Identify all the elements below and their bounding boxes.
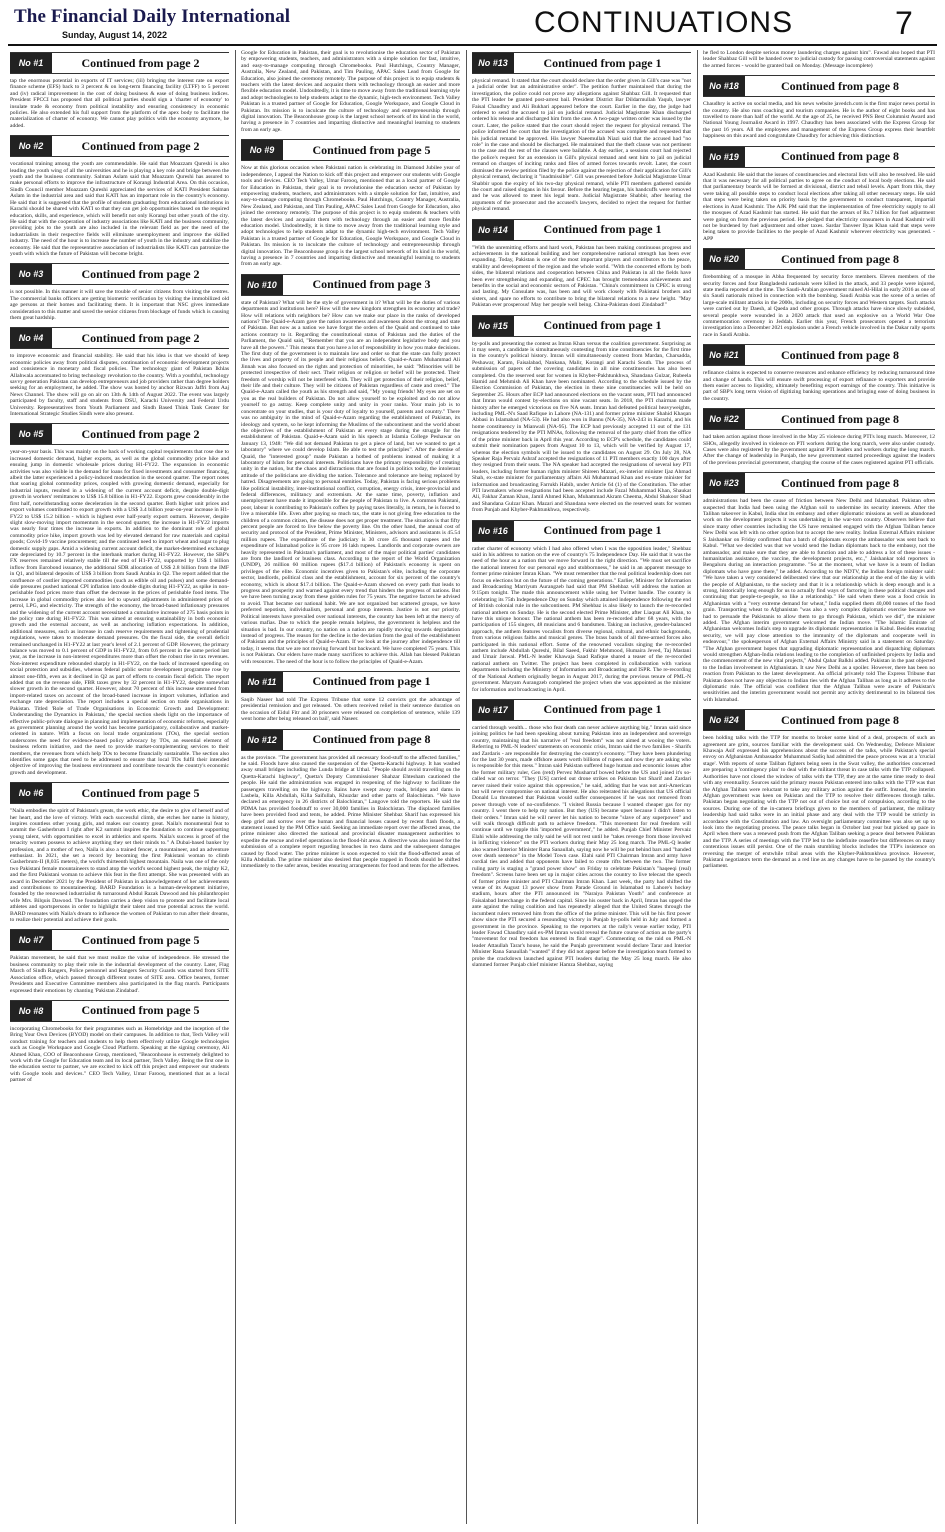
story-number-badge: No #2 <box>10 136 52 156</box>
continued-from-label: Continued from page 8 <box>780 347 900 362</box>
story-body-text: as the province. "The government has provided all necessary food-stuff to the affected families," he said. Floods have also caused the suspension of the Quetta-Karachi highway. It has washed away small bridges including the Lunda bridge at Uthal. "People should avoid travelling on the Quetta-Karachi highway", Quetta's Deputy Commissioner Shahzar Ehtesham cautioned the people. He said the administration was engaged in reopening of the highway to facilitate the passengers travelling on the highway. Rains have swept away roads, bridges and dams in Lasbela, Killa Abdullah, Killa Saifullah, Khuzdar and other parts of Balochistan. "We have declared an emergency in 26 districts of Balochistan," Langove told the reporters. He said the PDMA has provided foodstuff to over 30,000 families in Balochistan. The displaced families have been provided food and tents, he added. Prime Minister Shehbaz Sharif has expressed his deep grief and sorrow over the human and financial losses caused by recent flash floods, a statement issued by the PM Office said. Seeking an immediate report over the affected areas, the prime minister also directed the national and provincial disaster management authorities to expedite the rescue and relief operations in the flood-hit areas. A directive was also issued for the submission of a complete report regarding breaches in two dams and the subsequent damages caused by flood water. The prime minister is soon expected to visit the flood-affected areas of Killa Abdullah. The prime minister also desired that people trapped in floods should be shifted immediately to the safer areas, besides ensuring arrangements for food and tents for the affectees. <box>241 754 460 870</box>
story-header <box>10 782 229 804</box>
continued-from-label: Continued from page 8 <box>780 78 900 93</box>
story-body-text: had taken action against those involved in the May 25 violence during PTI's long march. Moreover, 12 SHOs, allegedly involved in violence on PTI workers during the long march, were also under custody. Cases were also registered by the government against PTI leaders and workers during the long march. After the change of leadership in Punjab, the new government started proceedings against the leaders of the previous provincial government, charging the course of the cases registered against PTI officials. <box>703 434 935 466</box>
column-divider <box>235 50 236 1524</box>
continuation-story <box>472 219 691 309</box>
continuation-story <box>241 139 460 268</box>
story-number-badge: No #8 <box>10 1001 52 1021</box>
story-number-badge: No #23 <box>703 473 745 493</box>
continued-from-label: Continued from page 8 <box>780 712 900 727</box>
story-body-text: year-on-year basis. This was mainly on the back of working capital requirements that rose due to increased domestic demand, higher exports, as well as the global commodity price hike and ensuing jump in domestic wholesale prices during H1-FY22. The expansion in economic activities was also visible in the demand for loans for fixed investments and consumer financing, albeit the latter experienced a policy-induced moderation in the second quarter. The report notes that soaring global commodity prices, coupled with growing domestic demand, especially for industrial inputs, resulted in a widening of the current account deficit, despite double-digit growth in workers' remittances to US$ 15.8 billion in H1-FY22. Exports grew considerably in the first half, notwithstanding some deceleration in the second quarter. Both higher unit prices and export volumes contributed to export growth with a US$ 3.4 billion year-on-year increase in H1-FY22 to US$ 15.2 billion - which is highest ever half-yearly export outturn. However, despite slight slow-moving import momentum in the second quarter, the increase in H1-FY22 imports was nearly four times the increase in exports. In addition to the dominant role of global commodity price hike, import growth was led by elevated demand for raw materials and capital goods; Covid-19 vaccine procurement; and the continued need to import wheat and sugar to plug domestic supply gaps. Amid a widening current account deficit, the market-determined exchange rate depreciated by 10.7 percent in the interbank market during H1-FY22. However, the SBP's FX reserves remained relatively stable till the end of H1-FY22, supported by US$ 1 billion inflow from Eurobond issuance, the additional SDR allocation of US$ 2.8 billion from the IMF in Q1, and bilateral deposits of US$ 3 billion from Saudi Arabia in Q2. The report added that the confluence of costlier imported commodities (such as edible oil and pulses) and some demand-side pressures pushed national CPI inflation into double digits during H1-FY22, as spike in non-perishable food prices more than offset the decrease in the prices of perishable food items. The increase in global commodity prices also led to upward adjustments in administered prices of petrol, LPG, and electricity. The strength of the economy, the broad-based inflationary pressures and the widening of the current account necessitated a cumulative increase of 275 basis points in the policy rate during H1-FY22. This was aimed at ensuring sustainability in both economic growth and the external account, as well as anchoring inflation expectations. In addition, additional measures, such as increase in cash reserve requirements and tightening of prudential regulations, were taken to moderate demand pressures. On the fiscal side, the overall deficit remained unchanged in H1-FY22 at last year's level of 2.1 percent of GDP. However, the primary balance was moved to 0.1 percent of GDP in H1-FY22, from 0.6 percent in the same period last year, as the increase in non-interest expenditures more than offset the robust rise in tax revenues. Non-interest expenditure rebounded sharply in H1-FY22, on the back of increased spending on social protection and subsidies, whereas federal public sector development programme rose by almost one-fifth, even as it declined in Q2 as part of efforts to contain fiscal deficit. The report added that on the revenue side, FBR taxes grew by 32 percent in H1-FY22, despite somewhat slower growth in the second quarter. However, about 70 percent of this increase stemmed from import-related taxes on account of the broad-based increase in import volumes, inflation and exchange rate depreciation. The report includes a special section on trade organisations in Pakistan. Titled 'Role of Trade Organisations in Economic Growth and Development: Understanding the Dynamics in Pakistan,' the special section sheds light on the importance of effective public-private dialogue in planning and implementation of economic reforms, especially as government planning around the world has become participatory, collaborative and market-oriented in nature. With a focus on local trade organizations (TOs), the special section underscores the need for evidence-based policy advocacy by TOs, an essential element of business reform initiative, and the need to provide market-complementing services to their members, the revenues from which help TOs to become financially sustainable. The section also identifies some gaps that need to be addressed to ensure that local TOs fulfil their intended objective of improving the business environment and contribute towards the country's economic growth and development. <box>10 449 229 776</box>
story-body-text: Now at this glorious occasion when Pakistani nation is celebrating its Diamond Jubilee year of independence, I appeal the Nation to kick off this project and empower our students with Google tools and devices. CEO Tech Valley, Umar Farooq, mentioned that as a local partner of Google for Education in Pakistan, their goal is to revolutionise the education sector of Pakistan by empowering students, teachers, and administrators with a simple solution for fast, intuitive, and easy-to-manage computing through Chromebooks. Paul Hutchings, Country Manager, Australia, New Zealand, and Pakistan, and Tim Pauling, APAC Sales Lead from Google for Education, also joined the ceremony remotely. The purpose of this project is to equip students & teachers with the latest devices and acquaint them with technology through an easier and more flexible education model. Undoubtedly, it is time to move away from the traditional learning style and adopt technologies to help students adapt to the dynamic high-tech environment. Tech Valley Pakistan is a trusted partner of Google for Education, Google Workspace, and Google Cloud in Pakistan. Its mission is to inculcate the culture of technology and entrepreneurship through digital innovation. The Beaconhouse group is the largest school network of its kind in the world, having a presence in 7 countries and imparting distinctive and meaningful learning to students from an early age. <box>241 165 460 268</box>
story-header <box>10 263 229 285</box>
story-number-badge: No #19 <box>703 147 745 167</box>
column-3 <box>472 50 691 1524</box>
continued-from-label: Continued from page 1 <box>312 674 431 689</box>
story-number-badge: No #18 <box>703 76 745 96</box>
continued-from-label: Continued from page 1 <box>543 702 662 717</box>
continued-from-label: Continued from page 1 <box>543 222 662 237</box>
story-body-text: Azad Kashmir. He said that the issues of constituencies and electoral lists will also be resolved. He said that it was necessary for all political parties to agree on the conduct of local body elections. He said that parliamentary boards will be formed at divisional, district and tehsil levels. Apart from this, they were taking all possible steps to conduct local elections after taking all other necessary steps. He said that steps were being taken on priority basis by the government to conduct transparent, impartial elections in Azad Kashmir. The AJK PM said that the implementation of free electricity supply to all the mosques of Azad Kashmir has started. He said that the arrears of Rs.7 billion for fuel adjustment were going on from the previous period. He pledged that electricity consumers in Azad Kashmir will not be burdened by fuel adjustment and other taxes. Sardar Tanveer Ilyas Khan said that steps were being taken to provide facilities to the people of Azad Kashmir wherever electricity was generated. - APP <box>703 171 935 242</box>
continuation-story <box>10 52 229 129</box>
story-body-text: firebombing of a mosque in Abha frequented by security force members. Eleven members of the security forces and four Bangladeshi nationals were killed in the attack, and 33 people were injured, state media reported at the time. The Saudi-Arabian government ruined Al-Hilal in early 2016 as one of six Saudi nationals mixed in connection with the bombing. Saudi Arabia was the scene of a series of large-scale militant attacks in the 2000s, including on security forces and Western targets. Such attacks were carried out by Daesh, al Qaeda and other groups. Through attacks have since slowly subsided, several people were wounded in a 2020 attack that used an explosive on a World War One commemoration ceremony in Jeddah. Earlier this year, French prosecutors opened a terrorism investigation into a December 2021 explosion under a French vehicle involved in the Dakar rally sports race in Saudi Arabia. <box>703 274 935 338</box>
continued-from-label: Continued from page 1 <box>543 318 662 333</box>
story-header <box>703 146 935 168</box>
continuation-story <box>10 327 229 417</box>
story-number-badge: No #3 <box>10 264 52 284</box>
story-header <box>10 423 229 445</box>
continued-from-label: Continued from page 8 <box>780 149 900 164</box>
continued-from-label: Continued from page 5 <box>81 932 200 947</box>
continuation-story <box>472 52 691 213</box>
newspaper-brand: The Financial Daily International <box>14 6 291 27</box>
story-header <box>241 671 460 693</box>
continuation-story <box>472 699 691 968</box>
story-body-text: state of Pakistan? What will be the style of government in it? What will be the duties of various departments and institutions here? How will the new kingdom strengthen its economy and trade? How will relations with neighbors be? How can we make our place in the ranks of developed nations? The Quaid-e-Azam gave the nation awareness and awareness about the strong and state of Pakistan. But now as a nation we have forgot the orders of the Quaid and continued to take actions contrary to it. Regarding the constitutional status of Pakistan and the duties of the Parliament, the Quaid said, "Remember that you are an independent legislative body and you have all the powers." This means that you have a lot of responsibility in how you make decisions. The first duty of the government is to maintain law and order so that the state can fully protect the lives and property of its people and their religious beliefs. Quaid-e-Azam Muhammad Ali Jinnah was also focused on the rights and protection of minorities, he said: "Minorities will be protected irrespective of their sect. Their religion or religion or belief will be protected. Their freedom of worship will not be interfered with. They will get protection of their religion, belief, their life and their culture. They will be citizens of Pakistan regardless of caste and creed." The Quaid-e-Azam called the youth as his strength and said, "My young friends! My eyes are set on you as the real builders of Pakistan. Do not allow yourself to be exploited and do not allow yourself to go astray. Keep complete unity and unity in your ranks. Your main job is to concentrate on your studies, that is your duty of loyalty to yourself, parents and country." There was no ambiguity in the mind of Quaid-e-Azam regarding the establishment of Pakistan, its ideology and system, so he kept informing the Muslims of the subcontinent and the world about the objectives of the establishment of Pakistan at every stage during the struggle for the establishment of Pakistan. Quaid-e-Azam said in his speech at Islamia College Peshawar on January 13, 1948: "We did not demand Pakistan to get a piece of land, but we wanted to get a laboratory" where we could develop Islam. Be able to test the principles". After the demise of Quaid, the "interested group" made Pakistan a hotbed of problems instead of making it a laboratory of Islam for personal interests. Politicians have the primary responsibility of creating unity in the nation, but the chaos and distractions that are found in politics today, the intolerant attitude of the politicians are dividing the nation. Tolerance and tolerance are being replaced by hatred. Disagreements are going to personal enmities. Today, Pakistan is facing serious problems like political instability, inter-institutional conflict, corruption, energy crisis, inter-provincial and federal differences, militancy and extremism. At the same time, poverty, inflation and unemployment have made it impossible for the people of Pakistan to live. A common Pakistani, poor, labour is contributing to Pakistan's coffers by paying taxes literally, in return, he is forced to live a miserable life. Even after paying so much tax, the state is not giving free education to the children of a common citizen, the disease does not get proper treatment. The situation is that fifty percent people are forced to live below the poverty line. On the other hand, the annual cost of security and protocol of the President, Prime Minister, Ministers, advisors and assistants is 45.54 million rupees. The expenditure of the judiciary is 30 crore 45 thousand rupees and the expenditure of Islamabad police is 95 crore 16 lakh rupees. Landlords and corporate owners are heavily represented in Pakistan's parliament, and most of the major political parties' candidates are from the landlord or business class. According to the report of the World Organization (UNDP), 26 million 60 million rupees ($17.4 billion) of Pakistan's economy is spent on privileges of the elite. Economic incentives given to Pakistan's elite, including the corporate sector, landlords, political class and the establishment, account for six percent of the country's economy, which is about $17.4 billion. The Quaid-e-Azam showed on every path that leads to progress and prosperity and warned against every trend that hinders the progress of nations. But we have been turning away from these golden rules for 75 years. The negative factors he advised to avoid. That became our national habit. We are not organized but scattered groups, we have preferred nepotism, individualism, personal and group interests. Justice is not our priority. Political interests have prevailed over national interests, the country has been left at the mercy of various mafias. Due to which the people remain helpless, the government is helpless and the situation is bad. In our country, no nation on a nation are rapidly moving towards degradation instead of progress. The reason for the decline is the deviation from the goal of the establishment of Pakistan and the principles of Quaid-e-Azam. If we look at the journey after independence till today, it seems that we are not moving forward but backward. We have completed 75 years. This is not Pakistan. Our elders have made many sacrifices to achieve this. Allah has blessed Pakistan with resources. The need of the hour is to follow the principles of Quaid-e-Azam. <box>241 299 460 665</box>
masthead-rule <box>8 44 937 46</box>
story-number-badge: No #22 <box>703 409 745 429</box>
story-header <box>703 472 935 494</box>
continuation-story <box>703 709 935 870</box>
column-divider <box>466 50 467 1524</box>
continued-from-label: Continued from page 1 <box>543 523 662 538</box>
continuation-story <box>703 248 935 338</box>
story-body-text: vocational training among the youth are commendable. He said that Moazzam Qureshi is also leading the youth wing of all the universities and he is playing a key role and bridge between the youth and the business community. Salman Aslam said that Moazzam Qureshi has assured to make personal efforts to improve the infrastructure of Korangi Industrial Area. On this occasion, Sindh Council member Moazzam Qureshi appreciated the services of KATI President Salman Aslam in the industrial area and said that KATI has an important role in the country's economy. He said that it is suggested that the profile of students graduating from educational institutions in Karachi should be shared with KATI so that they can get job opportunities based on the required education, skills, and experience, which will benefit not only Korangi but other youth of the city. He said that with the cooperation of industry associations like KATI and the business community, providing jobs to the youth are also included in the relevant field as per the need of the industrialists in their respective fields will eliminate unemployment and improve the skilled industry. The need of the hour is to increase the number of youth in the industry and stabilize the economy. He said that the representative association of industrialists like KATI can patronize the youth with which the future of Pakistan will become bright. <box>10 161 229 257</box>
story-number-badge: No #12 <box>241 730 283 750</box>
continued-from-label: Continued from page 2 <box>81 266 200 281</box>
story-header <box>10 52 229 74</box>
continuation-story <box>10 782 229 923</box>
continued-from-label: Continued from page 8 <box>780 251 900 266</box>
story-body-text: by-polls and presenting the contest as Imran Khan versus the coalition government. Surprising as it may seem, a candidate is simultaneously contesting from nine constituencies for the first time in the country's political history. Imran will simultaneously contest from Mardan, Charsadda, Peshawar, Karam, Faisalabad, Nankana, Malir, Korangi and Karachi South. The process of submission of papers of the covering candidates in all nine constituencies has also been completed. On the reserved seat for women in Khyber-Pakhtunkhwa, Shandana Gulzar, Rubeela Hamid and Mehmish Ali Khan have been nominated. According to the schedule issued by the Election Commission of Pakistan, the election in these nine constituencies will be held on September 25. Hours after ECP had announced elections on the vacant seats, PTI had announced that Imran would contest by-elections on nine vacant seats. In 2018, the PTI chairman made history after he emerged victorious on five NA seats. Imran had defeated political heavyweights, including PML-N's Saad Rafique in Lahore (NA-131) and former prime minister Shahid Khaqan Abbasi in Islamabad (NA-53). He had also won in Bannu (NA-35), NA-243 in Karachi, and his home constituency in Mianwali (NA-95). The ECP had previously accepted 11 out of the 131 resignations tendered by the PTI MNAs, following the removal of the party chief from the office of the prime minister back in April this year. According to ECP's schedule, the candidates could submit their nomination papers from August 10 to 13, which will be verified by August 17, whereas the election symbols will be issued to the candidates on August 29. On July 28, NA Speaker Raja Pervaiz Ashraf accepted the resignations of 11 PTI members exactly 100 days after they resigned from their seats. The NA speaker had accepted the resignations of several key PTI leaders, including former human rights minister Shireen Mazari, ex-interior minister Ijaz Ahmad Shah, ex-state minister for parliamentary affairs Ali Muhammad Khan and ex-state minister for information and broadcasting Farrukh Habib, under Article 64 (1) of the Constitution. The other PTI lawmakers whose resignations had been accepted include Fazal Muhammad Khan, Shaukat Ali, Fakhar Zaman Khan, Jamil Ahmed Khan, Muhammad Akram Cheema, Abdul Shakoor Shad and Shandana Gulzar Khan. Mazari and Shandana were elected on the reserved seats for women from Punjab and Khyber-Pakhtunkhwa, respectively. <box>472 340 691 514</box>
continued-from-label: Continued from page 2 <box>81 55 200 70</box>
story-number-badge: No #24 <box>703 710 745 730</box>
story-body-text: carried through wealth... those who fear death can never achieve anything big." Imran said since joining politics he had been speaking about turning Pakistan into an independent and sovereign country, maintaining that his narrative of "real freedom" was not aimed at wooing the voters. Referring to PML-N leaders' statements on economic crisis, Imran said the two families - Sharifs and Zardaris - are responsible for destroying the country's economy. "They have been plundering for the last 30 years, made offshore assets worth billions of rupees and now they are asking who is responsible for this mess." Imran said Pakistan suffered huge human and economic losses after the former military ruler, Gen (retd) Pervez Musharraf bowed before the US and joined it's so-called war on terror. "They [US] carried out drone strikes on Pakistan but Sharif and Zardari never raised their voice against this oppression," he said, adding that he was not anti-American but will never compromise on national interest. He also reiterated his allegations that US official Donald Lu threatened that Pakistan would suffer consequences if he was not removed from power through vote of no-confidence. "I visited Russia because I wanted cheaper gas for my country. I went there to help my nation. But they (US) became upset because I didn't listen to their orders." Imran said he will never let his nation to become "slave of any superpower" and will walk through difficult path to achieve freedom. "This movement for real freedom will continue until we topple this 'imported government'," he added. Punjab Chief Minister Pervaiz Elahi while addressing the rally said he will not rest until he "takes revenge from those involved in inflicting violence" on the PTI workers during their May 25 long march. The PML-Q leader also warned Interior Minister Rana Sanaullah, saying now he will be put behind bars and "handed over death sentence" in the Model Town case. Elahi said PTI Chairman Imran and army have cordial ties and added that opponents have failed to create rifts between the two. The former ruling party is staging a "grand power show" on Friday to celebrate Pakistan's "haqeeqi (real) freedom". Screens have been set up in major cities across the country to live telecast the speech of former prime minister and PTI Chairman Imran Khan. Last week, the party had shifted the venue of its August 13 power show from Parade Ground in Islamabad to Lahore's hockey stadium, hours after the PTI announced its "Naraiya Pakistan Youth" and conference at Faisalabad Interchange in the federal capital. Since his ouster back in April, Imran has upped the ante against the ruling coalition and has repeatedly alleged that the United States through the incumbent rulers removed him from the office of the prime minister. This will be his first power show since the PTI secured a resounding victory in Punjab by-polls held in July and formed a government in the province. Speaking to the reporters at the rally's venue earlier today, PTI leader Fawad Chaudhry said ex-PM Imran would reveal the future course of action as the party's "movement for real freedom has entered its final stage". Commenting on the raid on PML-N leader Attaullah Tarar's house, he said the Punjab government would declare Tarar and Interior Minister Rana Sanaullah "wanted" if they did not appear before the investigation team formed to probe the crackdown launched against PTI leaders during the May 25 long march. He also slammed former Punjab chief minister Hamza Shehbaz, saying <box>472 724 691 968</box>
story-number-badge: No #10 <box>241 275 283 295</box>
story-body-text: "With the unremitting efforts and hard work, Pakistan has been making continuous progress and achievements in the national building and her comprehensive national strength has been ever expanding. Today, Pakistan is one of the most important players and contributors to the peace, stability and development of the region and the whole world. "With the concerted efforts by both sides, the bilateral relations and cooperation between China and Pakistan in all the fields have been ever strengthening and expanding, and CPEC has brought tremendous achievements and benefits in the social and economic sectors of Pakistan. "China's commitment in CPEC is strong and lasting. My Consulate was, has been and will work closely with Pakistani brothers and sisters, and spare no efforts to contribute to bring the bilateral relations to a new height. "May Pakistan ever prosperous! May her people well being. China-Pakistan dosti Zindabad!" <box>472 244 691 309</box>
story-body-text: "Naila embodies the spirit of Pakistan's greats, the work ethic, the desire to give of herself and of her heart, and the love of victory. With each successful climb, she etches her name in history, inspires countless other young girls, and makes our country great. Naila's monumental feat to summit the Gasherbrum I right after K2 summit inspires the foundation to continue supporting young talent, with opportunities to excel in athletics and sports. Naila's success is proof of the tenacity women possess to achieve anything they set their minds to." A Dubai-based banker by profession, and a mother of two, Naila is also a trained fencer, a mountaineer, and an adventure enthusiast. In 2021, she set a record by becoming the first Pakistani woman to climb Gasherbrum-II (8,035 meters), the world's thirteenth highest mountain. Naila was one of the only two Pakistani female mountaineers to stand atop the world's second highest peak, the mighty K2, and the first Pakistani woman to achieve this feat in the first attempt. She was presented with an award in December 2021 by the President of Pakistan in acknowledgement of her achievements and contributions to mountaineering. BARD Foundation is a human-development initiative, founded by the renowned industrialist & turnaround Abdul Razak Dawood and his philanthropist wife Mrs. Bilquis Dawood. The foundation carries a deep vision to promote and facilitate local athletes and sportspersons in order to highlight their talent and true potential across the world. BARD resonates with Naila's dream to influence the women of Pakistan to run after their dreams, to realize their potential and achieve their goals. <box>10 808 229 924</box>
story-header <box>10 327 229 349</box>
story-header <box>10 1000 229 1022</box>
story-body-text: refinance claims is expected to conserve resources and enhance efficiency by reducing turnaround time and change of hands. This will ensure swift processing of export refinance to exporters and provide them easier access to liquidity, ultimately benefiting export earnings of the country. This initiative is part of SBP's long term vision of digitizing banking operations and bringing ease of doing business in the country. <box>703 370 935 402</box>
story-header <box>703 75 935 97</box>
story-number-badge: No #21 <box>703 345 745 365</box>
continued-from-label: Continued from page 2 <box>81 330 200 345</box>
story-header <box>472 699 691 721</box>
issue-date: Sunday, August 14, 2022 <box>62 30 168 40</box>
story-header <box>241 274 460 296</box>
story-body-text: administrations had been the cause of friction between New Delhi and Islamabad. Pakistan often suspected that India had been using the Afghan soil to undermine its security interests. After the Taliban takeover in Kabul, India shut its embassy and other diplomatic missions as well as abandoned work on the development projects it was undertaking in the war-torn country. Observers believe that since many other countries including the US have remained engaged with the Afghan Taliban hence New Delhi was left with no other option but to accept the new reality. Indian External Affairs minister S Jaishankar on Friday confirmed that a batch of diplomats except the ambassador was sent back to Kabul. "What we decided was that we would send the Indian diplomats back to the embassy, not the ambassador, and make sure that they are able to function and able to address a lot of these issues - humanitarian assistance, the vaccine, the development projects, etc.," Jaishankar told reporters in Bengaluru during an interaction programme. "So at the moment, what we have is a team of Indian diplomats who have gone there," he added. According to the NDTV, the Indian foreign minister said: "We have taken a very considered deliberated view that our relationship at the end of the day is with the people of Afghanistan, to the society and that it is a relationship which is deep enough and is a strong, historically long enough for us to actually find ways of factoring in these political changes and continuing that people-to-people, so like a relationship." He said when there was a food crisis in Afghanistan with a "very extreme demand for wheat," India supplied them 40,000 tonnes of the food grain. Transporting wheat to Afghanistan "was also a very complex diplomatic exercise because we had to persuade the Pakistanis to allow them to go through Pakistan, which we did", the minister added. The Afghan interim government welcomed the Indian move. "The Islamic Emirate of Afghanistan welcomes India's step to upgrade its diplomatic representation in Kabul. Besides ensuring security, we will pay close attention to the immunity of the diplomats and cooperate well in endeavour," the spokesperson of Afghan External Affairs Ministry said in a statement on Saturday. "The Afghan government hopes that upgrading diplomatic representation and dispatching diplomats would strengthen Afghan-India relations leading to the completion of unfinished projects by India and the commencement of the new vital projects," Abdul Qahar Balkhi added. Pakistan in the past objected to the Indian involvement in Afghanistan. It saw New Delhi as a spoiler. However, there has been no reaction from Pakistan to the latest development. An official privately told The Express Tribune that Pakistan does not have any objection to Indian ties with the Afghan Taliban as long as it adheres to the diplomatic rule. The official was confident that the Afghan Taliban were aware of Pakistan's sensitivities and the interim government would not permit any activity detrimental to its bilateral ties with Islamabad. <box>703 498 935 703</box>
continuation-story <box>241 50 460 133</box>
continued-from-label: Continued from page 8 <box>312 732 431 747</box>
story-number-badge: No #14 <box>472 220 514 240</box>
continued-from-label: Continued from page 5 <box>312 142 431 157</box>
continued-from-label: Continued from page 2 <box>81 138 200 153</box>
story-body-text: is not possible. In this manner it will save the trouble of senior citizens from visiting the centres. The commercial banks officers are getting biometric verification by visiting the immobilized old age persons at their homes and facilitating them. It is important that NSC gives immediate consideration to this matter and saved the senior citizens from blockage of funds which is causing them great hardship. <box>10 289 229 321</box>
story-body-text: been holding talks with the TTP for months to broker some kind of a deal, prospects of such an agreement are grim, sources familiar with the development said. On Wednesday, Defence Minister Khawaja Asif expressed his apprehensions about the success of the talks, while Pakistan's special envoy on Afghanistan Ambassador Muhammad Sadiq had admitted the peace process was at a 'crucial stage'. With reports of some Taliban fighters being seen in the Swat valley, the authorities concerned are preparing a 'contingency plan' to deal with the militant threat in case talks with the TTP collapsed. Authorities have not closed the window of talks with the TTP, they are at the same time ready to deal with any eventuality. Sources said the primary reason Pakistan entered into talks with the TTP was that the Afghan Taliban were reluctant to take any military action against the outfit. Instead, the interim Afghan government was keen on Pakistan and the TTP to resolve their differences through talks. Pakistan began negotiating with the TTP not out of choice but out of compulsion, according to the sources. During one of the in-camera briefings given to the members of parliament, the military leadership had said talks were in an initial phase and any deal with the TTP would be strictly in accordance with the Constitution and law. An oversight parliamentary committee was also set up to look into the negotiating process. The peace talks began in October last year but picked up pace in April when there was a renewed push from the Afghan Taliban seeking a peace deal between Pakistan and the TTP. A series of meetings with the TTP led to the indefinite ceasefire but differences on many contentious issues still persist. One of the main stumbling blocks includes the TTP's insistence on reversing the merger of erstwhile tribal areas with the Khyber-Pakhtunkhwa province. However, Pakistani negotiators term the demand as a red line as any changes have to be passed by the country's parliament. <box>703 735 935 870</box>
continuation-story <box>472 315 691 514</box>
story-header <box>703 248 935 270</box>
continuation-story <box>10 423 229 776</box>
story-number-badge: No #5 <box>10 424 52 444</box>
story-body-text: incorporating Chromebooks for their programmes such as Homebridge and the inception of the Bring Your Own Devices (BYOD) model on their campuses. In addition to that, Tech Valley will conduct training for teachers and students to help them effectively utilize Google technologies such as Google Workspace and Google Cloud Platform. Speaking at the signing ceremony, Ali Ahmed Khan, COO of Beaconhouse Group, mentioned, "Beaconhouse is extremely delighted to work with the Google for Education team and its local partner, Tech Valley. Being the first one in the education sector to partner, we are excited to kick off this project and empower our students with Google tools and devices." CEO Tech Valley, Umar Farooq, mentioned that as a local partner of <box>10 1025 229 1084</box>
continuation-story <box>703 50 935 69</box>
continued-from-label: Continued from page 2 <box>81 426 200 441</box>
section-title: CONTINUATIONS <box>534 6 794 39</box>
story-number-badge: No #13 <box>472 53 514 73</box>
story-number-badge: No #11 <box>241 672 283 692</box>
continuation-story <box>703 472 935 703</box>
column-divider <box>697 50 698 1524</box>
story-number-badge: No #20 <box>703 249 745 269</box>
story-body-text: Google for Education in Pakistan, their goal is to revolutionise the education sector of Pakistan by empowering students, teachers, and administrators with a simple solution for fast, intuitive, and easy-to-manage computing through Chromebooks. Paul Hutchings, Country Manager, Australia, New Zealand, and Pakistan, and Tim Pauling, APAC Sales Lead from Google for Education, also joined the ceremony remotely. The purpose of this project is to equip students & teachers with the latest devices and acquaint them with technology through an easier and more flexible education model. Undoubtedly, it is time to move away from the traditional learning style and adopt technologies to help students adapt to the dynamic, high-tech environment. Tech Valley Pakistan is a trusted partner of Google for Education, Google Workspace, and Google Cloud in Pakistan. Its mission is to inculcate the culture of technology and entrepreneurship through digital innovation. The Beaconhouse group is the largest school network of its kind in the world, having a presence in 7 countries and imparting distinctive and meaningful learning to students from an early age. <box>241 50 460 133</box>
continued-from-label: Continued from page 3 <box>312 277 431 292</box>
story-header <box>472 315 691 337</box>
continuation-story <box>472 520 691 693</box>
continuation-story <box>241 729 460 870</box>
story-number-badge: No #15 <box>472 316 514 336</box>
story-header <box>472 219 691 241</box>
story-number-badge: No #17 <box>472 700 514 720</box>
continuation-story <box>10 929 229 993</box>
continuation-story <box>10 1000 229 1084</box>
continuation-story <box>703 344 935 402</box>
continuation-story <box>703 146 935 242</box>
continued-from-label: Continued from page 5 <box>81 1003 200 1018</box>
continuation-story <box>241 671 460 723</box>
story-body-text: Chaudhry is active on social media, and his news website javedch.com is the first major news portal in the country. He also runs coaching and tourism companies. He is the author of eight books and has travelled to more than half of the world. At the age of 25, he received PNS Best Columnist Award and National Young Journalist Award in 1997. Chaudhry has been associated with the Express Group for the past 16 years. All the employees and management of the Express Group express their heartfelt happiness on this award and congratulate Chaudhry for achieving this distinction. <box>703 101 935 140</box>
story-header <box>703 408 935 430</box>
story-number-badge: No #7 <box>10 930 52 950</box>
continuation-story <box>703 408 935 466</box>
story-header <box>703 709 935 731</box>
story-body-text: physical remand. It stated that the court should declare that the order given in Gill's case was "not a judicial order but an administrative order". The petition further maintained that during the investigation, the police could not prove any allegations against Shahbaz Gill. It requested that the PTI leader be granted post-arrest bail. President District Bar Dildarmullah Yaqub, lawyer Faisal Chaudhry and Ali Bukhari appeared before the court. Earlier in the day, the judge had ordered to send the accused to jail on judicial remand. Judicial Magistrate Khan discharged ordered his release and discharged him from the case. A two-page written order was issued by the court. Later, the police stated that the court should reject the request for physical remand. The police informed the court that the investigation of the accused was complete and requested that his judicial remand be approved. His lawyer Naeemullah Niazi said that the accused had "no role" in the case and should be discharged. He maintained that the theft clause was not pertinent to the case and the rest of the clauses were bailable. A day earlier, a sessions court had rejected the police's request for an extension in Gill's physical remand and sent him to jail on judicial remand on charges of inciting ranks and files of armed forces towards revolt. Later, the court dismissed the review petition filed by the police against the rejection of their application for Gill's physical remand, declaring it "inadmissible". Gill was presented before Judicial Magistrate Umar Shabbir upon the expiry of his two-day physical remand, while PTI members gathered outside the court and raised slogans in his favour. Before the hearing began, his handcuffs were removed and he was allowed to meet his legal team. Judicial Magistrate Shabbir, after hearing the arguments of the prosecutor and the accused's lawyers, decided to reject the request for further physical remand. <box>472 78 691 213</box>
story-body-text: rather charter of economy which I had also offered when I was the opposition leader," Shehbaz said in his address to nation on the eve of country's 75 Independence Day. He said that it was the need of the hour as a nation that we move forward in the right direction. "We must set sacrifice the national interest for our personal ego and stubbornness," he said in an apparent message to former prime minister Imran Khan. "We must remember that the real political leadership does not focus on elections but on the future of the coming generations." Earlier, Minister for Information and Broadcasting Marriyum Aurangzeb had said that PM Shehbaz will address the nation at 9:15pm tonight. The made this announcement while using her Twitter handle. The country is celebrating its 75th Independence Day on Sunday which attained independence following the end of British colonial rule in the subcontinent. PM Shehbaz is also likely to launch the re-recorded national anthem on Sunday. He is the second elected Prime Minister, after Liaquat Ali Khan, to have this unique honour. The national anthem has been re-recorded after 68 years, with the participation of 155 singers, 48 musicians and 6 bandsmen. Taking an inclusive, gender-balanced approach, the anthem features vocalists from diverse regional, cultural, and ethnic backgrounds, from various religious faiths and musical genres. The brass bands of all three-armed forces also participated in this national effort. Some of the renowned vocalists singing the re-recorded anthem include Abdullah Qureshi, Bilal Saeed, Fakhir Mehmood, Humaira Jeved, Taj Mastani and Umair Jaswal. PML-N leader Khawaja Saad Rafique shared a teaser of the re-recorded national anthem on Twitter. The project has been completed in collaboration with various departments including the Ministry of Information and Broadcasting and ISPR. The re-recording of the National Anthem originally began in August 2017, during the previous tenure of PML-N government. Maryam Aurangzeb completed the project when she was appointed as the minister for information and broadcasting in April. <box>472 545 691 693</box>
story-body-text: Saqib Naseer had told The Express Tribune that some 12 convicts got the advantage of presidential remission and got released. 'On others received relief in their sentence duration on the occasion of Eidul Fitr and 30 prisoners were released on completion of sentence, while 139 went home after being released on bail', said Naseer. <box>241 696 460 723</box>
story-number-badge: No #9 <box>241 140 283 160</box>
continuation-story <box>10 263 229 321</box>
masthead <box>0 0 945 44</box>
story-header <box>472 520 691 542</box>
story-number-badge: No #6 <box>10 783 52 803</box>
story-header <box>703 344 935 366</box>
story-header <box>241 729 460 751</box>
page-number: 7 <box>895 5 913 41</box>
continuation-story <box>10 135 229 257</box>
story-number-badge: No #4 <box>10 328 52 348</box>
continued-from-label: Continued from page 1 <box>543 55 662 70</box>
story-header <box>241 139 460 161</box>
story-number-badge: No #16 <box>472 521 514 541</box>
story-number-badge: No #1 <box>10 53 52 73</box>
continued-from-label: Continued from page 5 <box>81 785 200 800</box>
continued-from-label: Continued from page 8 <box>780 411 900 426</box>
story-header <box>10 135 229 157</box>
story-header <box>472 52 691 74</box>
story-body-text: Pakistan movement, he said that we must realize the value of independence. He stressed the business community to play their role in the industrial development of the country. Later, Flag March of Sindh Rangers, Police personnel and Rangers Security Guards was started from SITE Association office, which passed through different routes of SITE area. Office bearers, former Presidents and Executive Committee members also participated in the flag march. Participants expressed their emotions by chanting 'Pakistan Zindabad'. <box>10 955 229 994</box>
column-2 <box>241 50 460 1524</box>
story-body-text: he fled to London despite serious money laundering charges against him". Fawad also hoped that PTI leader Shahbaz Gill will be handed over to judicial custody for passing controversial statements against the armed forces - would be granted bail on Monday. (Message incomplete) <box>703 50 935 69</box>
story-body-text: tap the enormous potential in exports of IT services; (iii) bringing the interest rate on export finance scheme (EFS) back to 3 percent & on long-term financing facility (LTFF) to 5 percent and (iv) radical improvement in the cost of doing business & ease of doing business indices. President FPCCI has proposed that all political parties should sign a 'charter of economy' to insulate trade & economy from political instability and ensuring consistency in economic policies. He also extended his full support from the platform of the apex body to facilitate the materialization of charter of economy. We cannot play politics with the economy anymore, he added. <box>10 78 229 129</box>
continuation-story <box>703 75 935 139</box>
column-4 <box>703 50 935 1524</box>
continuation-story <box>241 274 460 665</box>
continued-from-label: Continued from page 8 <box>780 475 900 490</box>
column-1 <box>10 50 229 1524</box>
story-header <box>10 929 229 951</box>
story-body-text: to improve economic and financial stability. He said that his idea is that we should of keep economic policies away from political disputes, continuation of economic development projects and consistence in monetary and fiscal policies. The technology giant of Pakistan Ikhlas Allahwala accentuated to bring technology revolution to the country. With a youthful, technology savvy generation Pakistan can develop entrepreneurs and job providers rather than degree holders seeking for an employment, he added. The show was hosted by anchor Rizwan Jaffri from Aaj News Channel. The show will go on air on 13th & 14th of August 2022. The event was largely participated by faculty, staff and students from DSU, Karachi University and Federal Urdu University. Representatives from Youth Parliament and Sindh Based Think Tank Center for International Strategic Studies Sindh were also present. <box>10 353 229 418</box>
